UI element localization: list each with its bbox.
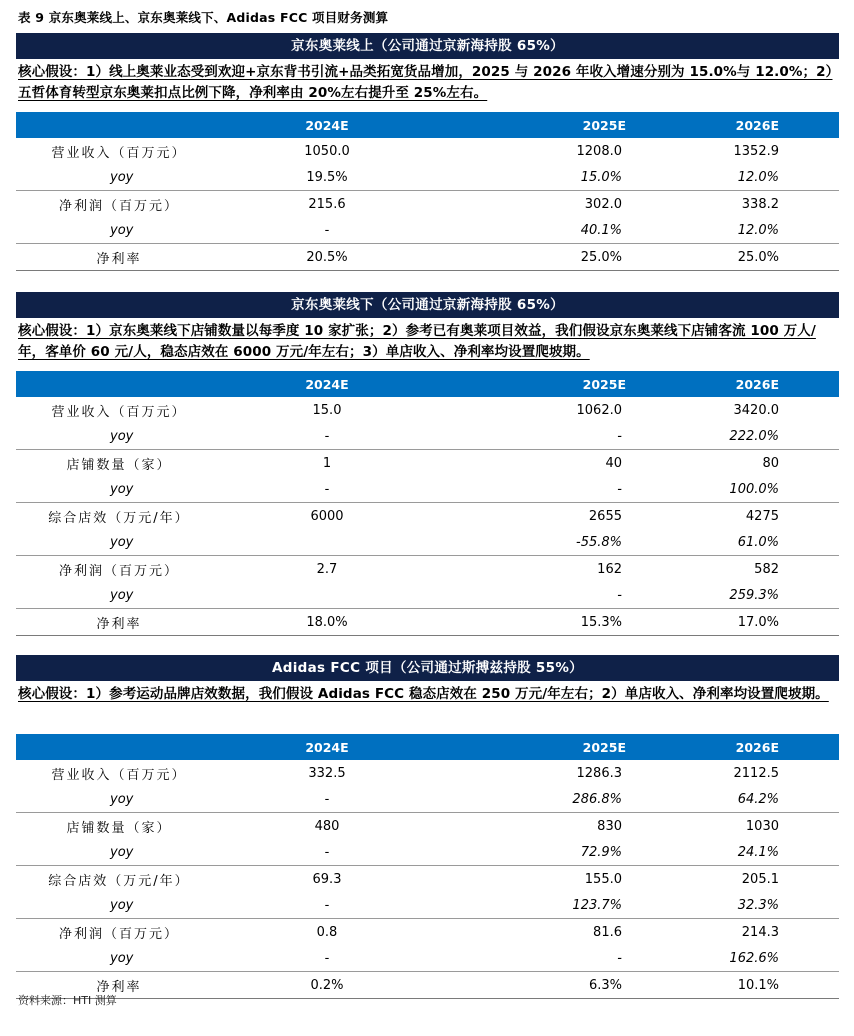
row-label: 综合店效（万元/年） [48,873,190,889]
cell-2024e: 332.5 [308,765,346,781]
table-row-yoy [16,786,839,812]
cell-2024e: 19.5% [306,169,348,185]
table-row [16,190,839,217]
section-assumption-note: 核心假设：1）参考运动品牌店效数据，我们假设 Adidas FCC 稳态店效在 250 万元/年左右；2）单店收入、净利率均设置爬坡期。 [18,686,829,702]
cell-2024e: - [324,481,330,497]
cell-2026e: 12.0% [737,169,779,185]
cell-2024e: 1 [322,455,332,471]
row-label: 净利率 [96,616,142,632]
section-header: 京东奥莱线下（公司通过京新海持股 65%） [16,292,839,318]
cell-2025e: 162 [597,561,622,577]
row-label: yoy [110,534,134,550]
cell-2026e: 100.0% [729,481,779,497]
table-row [16,555,839,582]
cell-2026e: 1030 [745,818,779,834]
section-jd-outlet-online [16,33,839,271]
table-row-yoy [16,839,839,865]
column-header-2024e: 2024E [305,117,349,133]
cell-2024e: 1050.0 [304,143,350,159]
cell-2025e: 830 [597,818,622,834]
row-label: 营业收入（百万元） [51,404,187,420]
table-row [16,918,839,945]
cell-2025e: 1208.0 [576,143,622,159]
table-row-yoy [16,892,839,918]
column-header-2025e: 2025E [582,739,626,755]
table-row [16,812,839,839]
cell-2025e: 155.0 [584,871,622,887]
cell-2024e: 69.3 [312,871,342,887]
cell-2024e: - [324,791,330,807]
table-row-yoy [16,582,839,608]
cell-2024e: 15.0 [312,402,342,418]
cell-2024e: - [324,844,330,860]
column-header-2026e: 2026E [735,739,779,755]
table-header-row [16,112,839,138]
table-row [16,243,839,270]
cell-2025e: - [617,428,622,444]
column-header-2026e: 2026E [735,117,779,133]
column-header-2026e: 2026E [735,376,779,392]
row-label: yoy [110,587,134,603]
cell-2026e: 259.3% [729,587,779,603]
row-label: 净利率 [96,251,142,267]
cell-2024e: 215.6 [308,196,346,212]
table-row [16,865,839,892]
table-row [16,608,839,635]
cell-2024e: 2.7 [316,561,338,577]
financial-table [16,112,839,271]
row-label: yoy [110,169,134,185]
financial-table [16,371,839,636]
cell-2025e: 81.6 [593,924,622,940]
cell-2025e: 1062.0 [576,402,622,418]
column-header-2025e: 2025E [582,376,626,392]
cell-2026e: 32.3% [737,897,779,913]
cell-2025e: - [617,950,622,966]
cell-2025e: 302.0 [584,196,622,212]
row-label: yoy [110,791,134,807]
cell-2026e: 3420.0 [733,402,779,418]
section-jd-outlet-offline [16,292,839,636]
row-label: yoy [110,844,134,860]
cell-2026e: 17.0% [737,614,779,630]
cell-2026e: 10.1% [737,977,779,993]
cell-2025e: 25.0% [580,249,622,265]
table-row-yoy [16,164,839,190]
cell-2025e: 2655 [588,508,622,524]
cell-2025e: 40 [605,455,622,471]
cell-2025e: -55.8% [576,534,622,550]
cell-2025e: 123.7% [572,897,622,913]
table-row-yoy [16,423,839,449]
row-label: 营业收入（百万元） [51,767,187,783]
row-label: 店铺数量（家） [66,820,172,836]
table-row-yoy [16,217,839,243]
table-body [16,397,839,635]
cell-2025e: 40.1% [580,222,622,238]
table-row [16,397,839,423]
cell-2024e: 18.0% [306,614,348,630]
cell-2025e: 15.3% [580,614,622,630]
cell-2026e: 80 [762,455,779,471]
row-label: yoy [110,897,134,913]
cell-2025e: - [617,587,622,603]
cell-2026e: 1352.9 [733,143,779,159]
cell-2025e: 72.9% [580,844,622,860]
cell-2026e: 24.1% [737,844,779,860]
cell-2026e: 12.0% [737,222,779,238]
table-body [16,138,839,270]
cell-2024e: - [324,222,330,238]
row-label: 净利率 [96,979,142,995]
table-row [16,971,839,998]
cell-2025e: - [617,481,622,497]
cell-2026e: 222.0% [729,428,779,444]
cell-2026e: 205.1 [741,871,779,887]
cell-2026e: 338.2 [741,196,779,212]
cell-2025e: 6.3% [588,977,622,993]
cell-2026e: 61.0% [737,534,779,550]
row-label: 店铺数量（家） [66,457,172,473]
cell-2024e: 0.2% [310,977,344,993]
cell-2024e: 6000 [310,508,344,524]
table-row-yoy [16,476,839,502]
cell-2024e: - [324,897,330,913]
table-row [16,502,839,529]
row-label: yoy [110,950,134,966]
section-header: 京东奥莱线上（公司通过京新海持股 65%） [16,33,839,59]
table-body [16,760,839,998]
cell-2026e: 582 [754,561,779,577]
cell-2026e: 25.0% [737,249,779,265]
cell-2026e: 162.6% [729,950,779,966]
row-label: 营业收入（百万元） [51,145,187,161]
row-label: 净利润（百万元） [58,198,179,214]
cell-2024e: 0.8 [316,924,338,940]
table-row [16,760,839,786]
cell-2024e: 20.5% [306,249,348,265]
section-adidas-fcc [16,655,839,999]
cell-2024e: 480 [314,818,340,834]
cell-2026e: 64.2% [737,791,779,807]
financial-table [16,734,839,999]
document-title: 表 9 京东奥莱线上、京东奥莱线下、Adidas FCC 项目财务测算 [18,10,389,25]
cell-2025e: 15.0% [580,169,622,185]
row-label: 净利润（百万元） [58,926,179,942]
table-header-row [16,734,839,760]
table-row-yoy [16,945,839,971]
row-label: 净利润（百万元） [58,563,179,579]
row-label: yoy [110,428,134,444]
cell-2025e: 1286.3 [576,765,622,781]
row-label: 综合店效（万元/年） [48,510,190,526]
row-label: yoy [110,481,134,497]
column-header-2025e: 2025E [582,117,626,133]
table-row [16,138,839,164]
cell-2026e: 4275 [745,508,779,524]
column-header-2024e: 2024E [305,376,349,392]
column-header-2024e: 2024E [305,739,349,755]
table-row-yoy [16,529,839,555]
cell-2026e: 214.3 [741,924,779,940]
table-row [16,449,839,476]
table-header-row [16,371,839,397]
section-assumption-note: 核心假设：1）京东奥莱线下店铺数量以每季度 10 家扩张；2）参考已有奥莱项目效益，我们假设京东奥莱线下店铺客流 100 万人/年，客单价 60 元/人，稳态店效在 6000 万元/年左右；3）单店收入、净利率均设置爬坡期。 [18,323,816,360]
row-label: yoy [110,222,134,238]
source-note: 资料来源：HTI 测算 [18,994,117,1007]
cell-2024e: - [324,950,330,966]
section-assumption-note: 核心假设：1）线上奥莱业态受到欢迎+京东背书引流+品类拓宽货品增加，2025 与 2026 年收入增速分别为 15.0%与 12.0%；2）五哲体育转型京东奥莱扣点比例下降，净利率由 20%左右提升至 25%左右。 [18,64,833,101]
cell-2024e: - [324,428,330,444]
cell-2026e: 2112.5 [733,765,779,781]
cell-2025e: 286.8% [572,791,622,807]
section-header: Adidas FCC 项目（公司通过斯搏兹持股 55%） [16,655,839,681]
